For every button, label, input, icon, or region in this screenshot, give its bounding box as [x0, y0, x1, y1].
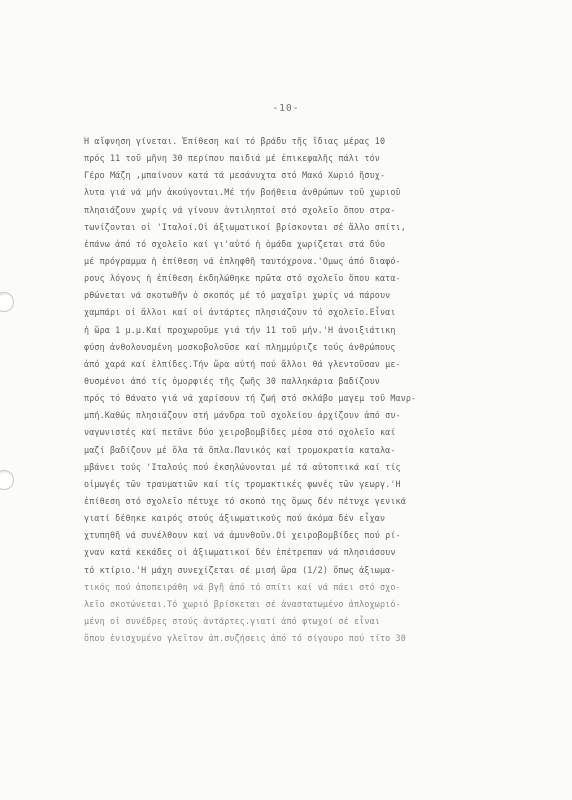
text-line: χαμπάρι οἱ ἄλλοι καί οἱ ἀντάρτες πλησιάζουν τό σχολεῖο.Εἶναι [84, 307, 396, 318]
text-line: γιατί δέθηκε καιρός στούς ἀξιωματικούς πού ἀκόμα δέν εἶχαν [84, 513, 386, 524]
text-line: ἐπίθεση στό σχολεῖο πέτυχε τό σκοπό της ὅμως δέν πέτυχε γενικά [84, 495, 406, 506]
text-line: θυσμένοι ἀπό τίς ὀμορφιές τῆς ζωῆς 30 παλληκάρια βαδίζουν [84, 375, 380, 386]
text-line: ἡ ὥρα 1 μ.μ.Καί προχωροῦμε γιά τήν 11 τοῦ μήν.'Η ἀνοιξιάτικη [84, 324, 396, 335]
punch-hole [0, 292, 14, 312]
text-line: μένη οἱ συνέδρες στούς ἀντάρτες.γιατί ἀπό φτωχοί σέ εἶναι [84, 615, 380, 626]
text-line: μέ πρόγραμμα ἡ ἐπίθεση νά ἐπληφθῆ ταυτόχρονα.'Ομως ἀπό διαφό- [84, 255, 401, 266]
text-line: ἀπό χαρά καί ἐλπίδες.Τήν ὥρα αὐτή πού ἄλλοι θά γλεντοῦσαν με- [84, 358, 401, 369]
text-line: Ἡ αἴφνηση γίνεται. Ἐπίθεση καί τό βράδυ τῆς ἴδιας μέρας 10 [84, 136, 386, 146]
text-line: χτυπηθῆ νά συνέλθουν καί νά ἀμυνθοῦν.Οἱ χειροβομβίδες πού ρί- [84, 530, 401, 541]
text-line: Γέρο Μάζη ,μπαίνουν κατά τά μεσάνυχτα στό Μακό Χωριό ἤσυχ- [84, 170, 386, 181]
text-line: ἐπάνω ἀπό τό σχολεῖο καί γι'αὐτό ἡ ὁμάδα χωρίζεται στά δύο [84, 238, 386, 249]
text-line: οἰμωγές τῶν τραυματιῶν καί τίς τρομακτικές φωνές τῶν γεωργ.'Η [84, 478, 401, 489]
text-line: πρός τό θάνατο γιά νά χαρίσουν τή ζωή στό σκλάβο μαγεμ τοῦ Μανρ- [84, 393, 417, 404]
text-line: μβάνει τούς 'Ιταλούς πού ἐκσηλώνονται μέ τά αὐτοπτικά καί τίς [84, 461, 401, 472]
text-line: μπή.Καθώς πλησιάζουν στή μάνδρα τοῦ σχολείου ἀρχίζουν ἀπό συ- [84, 410, 401, 421]
text-line: φύση ἀνθολουσμένη μοσκοβολοῦσε καί πλημμύριζε τούς ἀνθρώπους [84, 341, 396, 352]
text-line: πρός 11 τοῦ μῆνη 30 περίπου παιδιά μέ ἐπικεφαλῆς πάλι τόν [84, 153, 380, 164]
text-line: λεῖο σκοτώνεται.Τό χωριό βρίσκεται σέ ἀναστατωμένο ἁπλοχωριό- [84, 598, 401, 609]
text-line: ὅπου ἐνισχυμένο γλεῖτον ἀπ.συζήσεις ἀπό τό σίγουρο πού τίτο 30 [84, 633, 406, 644]
text-line: ναγωνιστές καί πετᾶνε δύο χειροβομβίδες μέσα στό σχολεῖο καί [84, 427, 396, 438]
punch-hole [0, 470, 14, 490]
text-line: ρθώνεται νά σκοτωθῆν ὁ σκοπός μέ τό μαχαῖρι χωρίς νά πάρουν [84, 290, 391, 301]
text-line: χναν κατά κεκάδες οἱ ἀξιωματικοί δέν ἐπέτρεπαν νά πλησιάσουν [84, 547, 396, 558]
text-line: μαζί βαδίζουν μέ ὅλα τά ὅπλα.Πανικός καί τρομοκρατία καταλα- [84, 444, 396, 455]
text-line: τικός πού ἀποπειράθη νά βγῆ ἀπό τό σπίτι καί νά πάει στό σχο- [84, 581, 401, 592]
text-line: ρους λόγους ἡ ἐπίθεση ἐκδηλώθηκε πρῶτα στό σχολεῖο ὅπου κατα- [84, 273, 401, 284]
text-line: λυτα γιά νά μήν ἀκούγονται.Μέ τήν βοήθεια ἀνθρώπων τοῦ χωριοῦ [84, 187, 401, 198]
text-line: τό κτίριο.'Η μάχη συνεχίζεται σέ μισή ὥρα (1/2) ὅπως ἀξιωμα- [84, 564, 396, 575]
typewritten-body [84, 133, 528, 647]
page-number: -10- [272, 103, 300, 114]
text-line: τωνίζονται οἱ 'Ιταλοί.Οἱ ἀξιωματικοί βρίσκονται σέ ἄλλο σπίτι, [84, 221, 406, 232]
text-line: πλησιάζουν χωρίς νά γίνουν ἀντιληπτοί στό σχολεῖο ὅπου στρα- [84, 204, 396, 215]
